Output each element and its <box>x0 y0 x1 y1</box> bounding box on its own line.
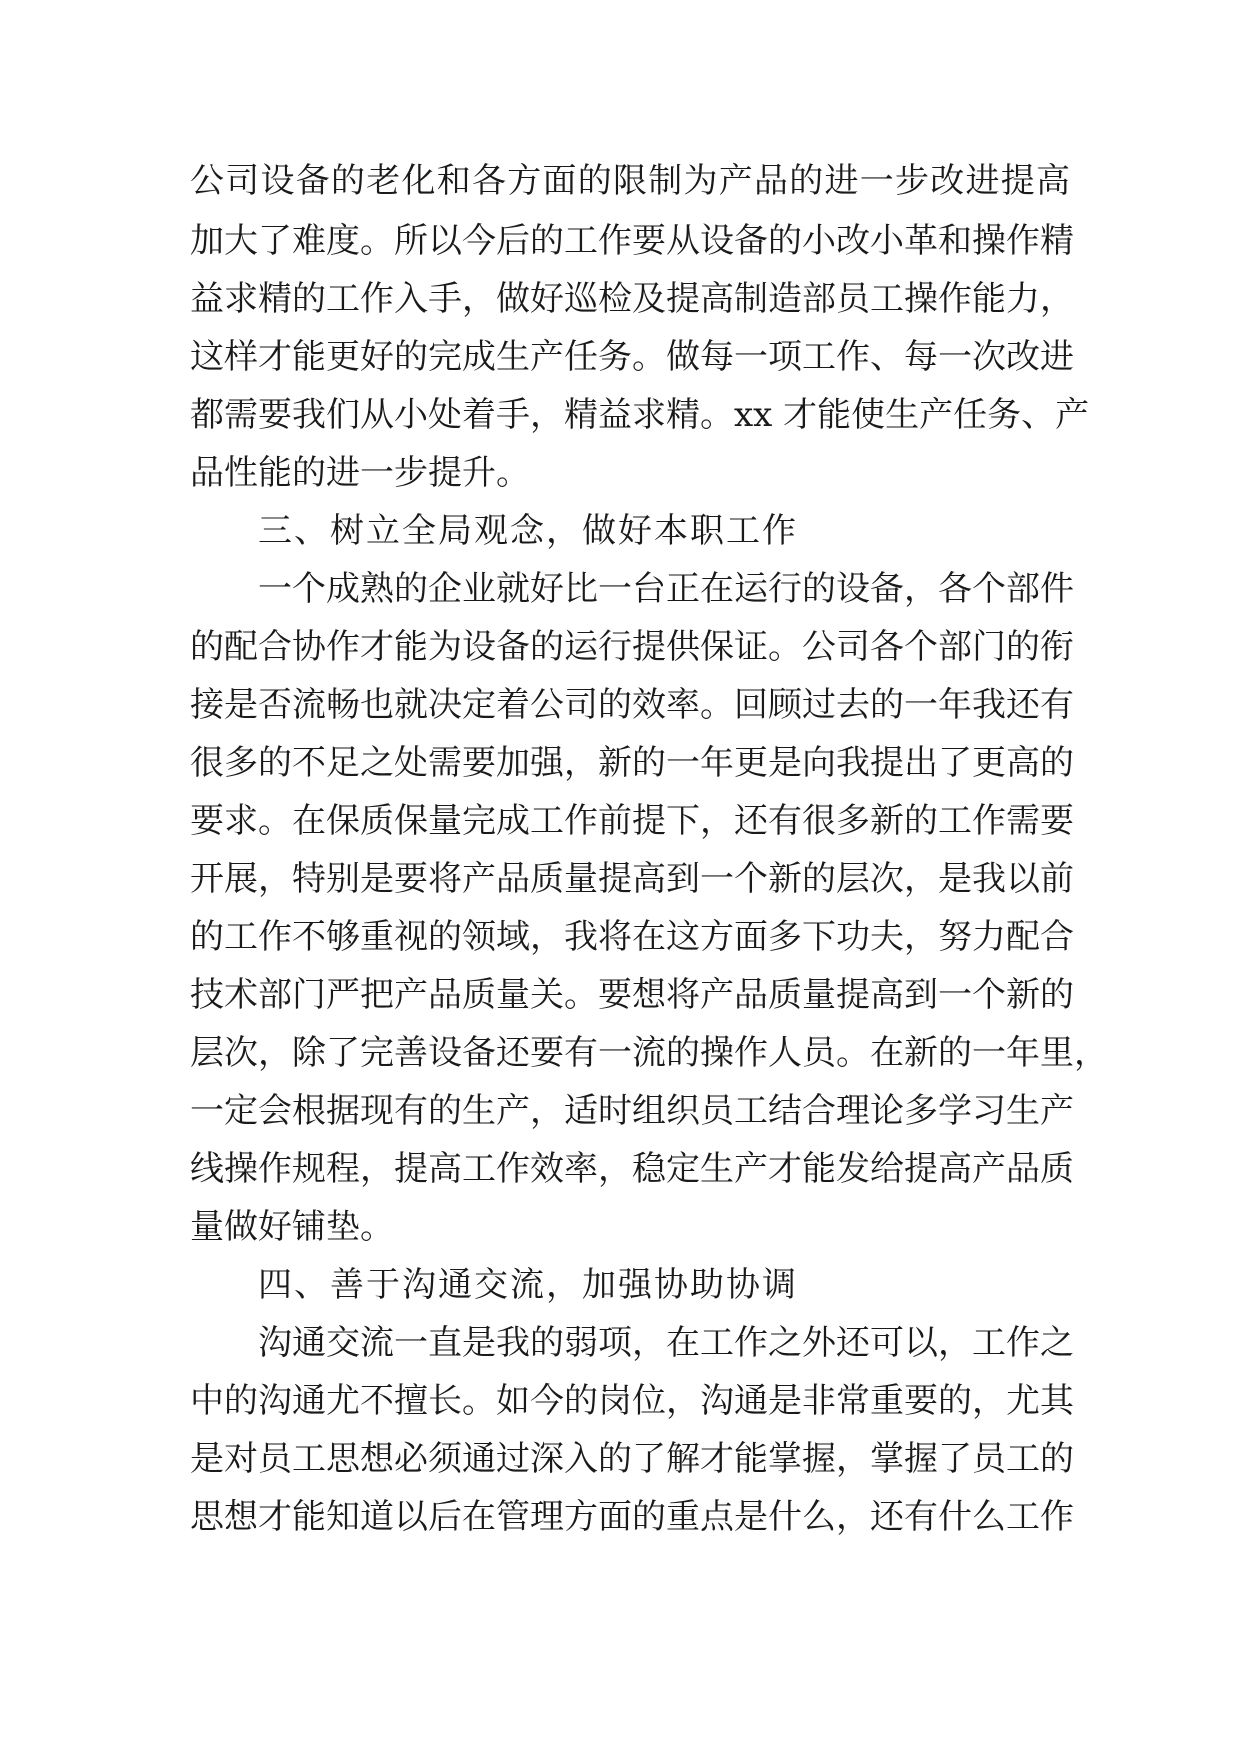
body-text-line: 都需要我们从小处着手，精益求精。xx 才能使生产任务、产 <box>190 395 1090 435</box>
body-text-line: 一定会根据现有的生产，适时组织员工结合理论多学习生产 <box>190 1091 1074 1131</box>
body-text-line: 开展，特别是要将产品质量提高到一个新的层次，是我以前 <box>190 859 1074 899</box>
section-heading: 三、树立全局观念，做好本职工作 <box>258 511 798 551</box>
section-heading: 四、善于沟通交流，加强协助协调 <box>258 1265 798 1305</box>
body-text-line: 公司设备的老化和各方面的限制为产品的进一步改进提高 <box>190 161 1070 201</box>
body-text-line: 很多的不足之处需要加强，新的一年更是向我提出了更高的 <box>190 743 1074 783</box>
body-text-line: 要求。在保质保量完成工作前提下，还有很多新的工作需要 <box>190 801 1074 841</box>
body-text-line: 线操作规程，提高工作效率，稳定生产才能发给提高产品质 <box>190 1149 1074 1189</box>
body-text-line: 接是否流畅也就决定着公司的效率。回顾过去的一年我还有 <box>190 685 1074 725</box>
body-text-line: 量做好铺垫。 <box>190 1207 394 1247</box>
body-text-line: 层次，除了完善设备还要有一流的操作人员。在新的一年里， <box>190 1033 1108 1073</box>
body-text-line: 益求精的工作入手，做好巡检及提高制造部员工操作能力， <box>190 279 1074 319</box>
body-text-line: 加大了难度。所以今后的工作要从设备的小改小革和操作精 <box>190 221 1074 261</box>
body-text-line: 这样才能更好的完成生产任务。做每一项工作、每一次改进 <box>190 337 1074 377</box>
body-text-line: 中的沟通尤不擅长。如今的岗位，沟通是非常重要的，尤其 <box>190 1381 1074 1421</box>
body-text-line: 的工作不够重视的领域，我将在这方面多下功夫，努力配合 <box>190 917 1074 957</box>
paragraph-first-line: 沟通交流一直是我的弱项，在工作之外还可以，工作之 <box>258 1323 1074 1363</box>
body-text-line: 技术部门严把产品质量关。要想将产品质量提高到一个新的 <box>190 975 1074 1015</box>
body-text-line: 的配合协作才能为设备的运行提供保证。公司各个部门的衔 <box>190 627 1074 667</box>
body-text-line: 思想才能知道以后在管理方面的重点是什么，还有什么工作 <box>190 1497 1074 1537</box>
body-text-line: 是对员工思想必须通过深入的了解才能掌握，掌握了员工的 <box>190 1439 1074 1479</box>
paragraph-first-line: 一个成熟的企业就好比一台正在运行的设备，各个部件 <box>258 569 1074 609</box>
body-text-line: 品性能的进一步提升。 <box>190 453 530 493</box>
